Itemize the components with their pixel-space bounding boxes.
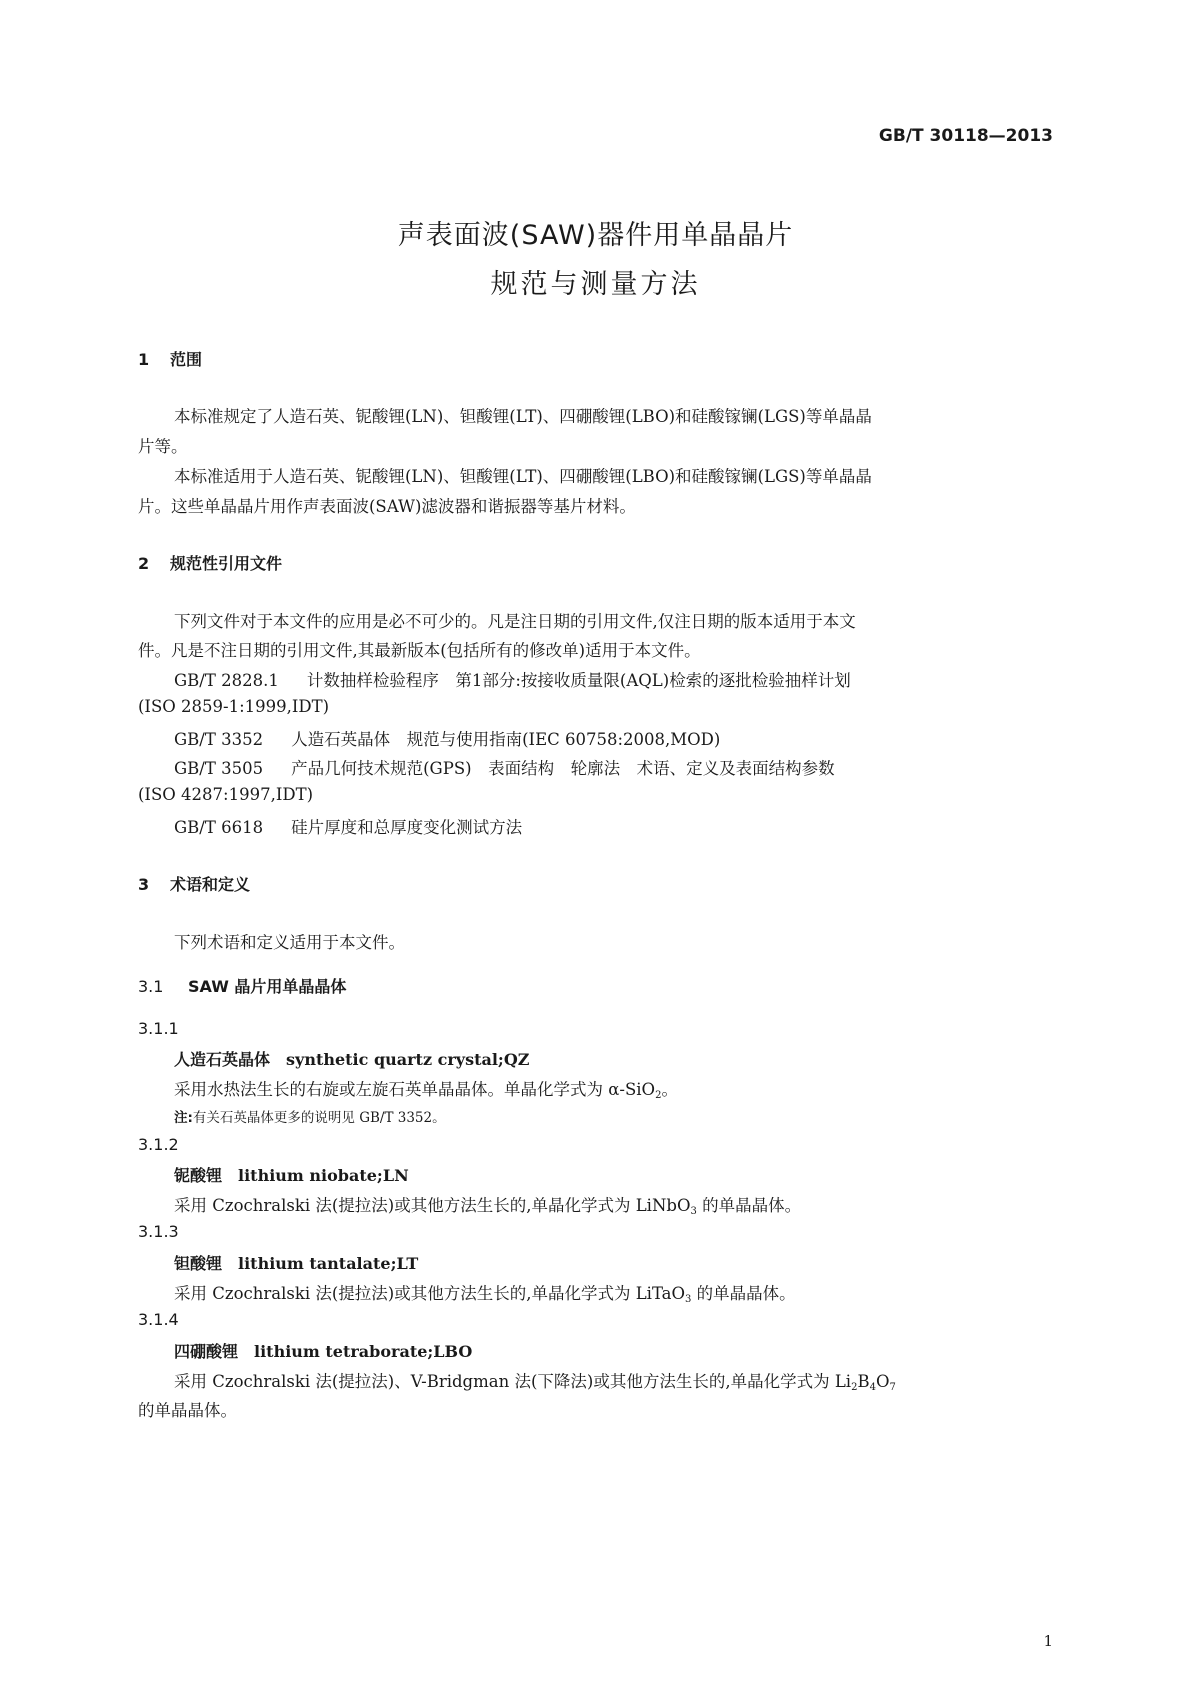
section-title: 术语和定义 xyxy=(170,875,251,894)
term-zh: 铌酸锂 xyxy=(174,1166,223,1185)
section-number: 1 xyxy=(138,350,150,369)
standard-code: GB/T 30118—2013 xyxy=(878,126,1053,146)
subscript: 3 xyxy=(685,1294,692,1305)
section-number: 3 xyxy=(138,875,150,894)
note-text: 有关石英晶体更多的说明见 GB/T 3352。 xyxy=(192,1110,446,1126)
definition-text: 。 xyxy=(661,1080,678,1099)
definition-text: 采用 Czochralski 法(提拉法)或其他方法生长的,单晶化学式为 LiTaO xyxy=(174,1284,686,1303)
reference-title: 硅片厚度和总厚度变化测试方法 xyxy=(291,818,523,837)
paragraph: 本标准适用于人造石英、铌酸锂(LN)、钽酸锂(LT)、四硼酸锂(LBO)和硅酸镓镧(LGS)等单晶晶 xyxy=(174,467,872,486)
term-note xyxy=(174,1106,446,1126)
subscript: 2 xyxy=(655,1090,662,1101)
term-entry xyxy=(174,1251,418,1274)
definition-text: 的单晶晶体。 xyxy=(691,1284,796,1303)
reference-item xyxy=(174,814,1094,838)
paragraph: 本标准规定了人造石英、铌酸锂(LN)、钽酸锂(LT)、四硼酸锂(LBO)和硅酸镓镧(LGS)等单晶晶 xyxy=(174,407,872,426)
paragraph: 下列文件对于本文件的应用是必不可少的。凡是注日期的引用文件,仅注日期的版本适用于本文 xyxy=(174,612,856,631)
section-3-heading xyxy=(138,872,250,895)
term-entry xyxy=(174,1339,472,1362)
term-entry xyxy=(174,1047,529,1070)
paragraph: 片。这些单晶晶片用作声表面波(SAW)滤波器和谐振器等基片材料。 xyxy=(138,497,636,516)
document-title-line2: 规范与测量方法 xyxy=(490,269,701,300)
definition-text: 的单晶晶体。 xyxy=(696,1196,802,1215)
term-definition xyxy=(174,1192,801,1217)
term-en: lithium niobate;LN xyxy=(238,1166,409,1185)
reference-title: 产品几何技术规范(GPS) 表面结构 轮廓法 术语、定义及表面结构参数 xyxy=(291,759,835,778)
subsection-title: SAW 晶片用单晶晶体 xyxy=(188,977,347,996)
definition-text: B xyxy=(857,1372,870,1391)
subsection-number: 3.1 xyxy=(138,977,164,996)
term-en: lithium tantalate;LT xyxy=(238,1254,419,1273)
term-zh: 钽酸锂 xyxy=(174,1254,223,1273)
section-2-heading xyxy=(138,551,282,574)
paragraph: 片等。 xyxy=(138,437,188,456)
reference-code: GB/T 2828.1 xyxy=(174,671,279,690)
reference-code: GB/T 6618 xyxy=(174,818,264,837)
subscript: 4 xyxy=(869,1382,876,1393)
term-number: 3.1.1 xyxy=(138,1019,179,1038)
reference-continuation: (ISO 4287:1997,IDT) xyxy=(138,785,314,804)
subsection-3-1-heading xyxy=(138,974,346,997)
note-label: 注: xyxy=(174,1110,193,1126)
term-entry xyxy=(174,1163,409,1186)
definition-text: 采用 Czochralski 法(提拉法)、V-Bridgman 法(下降法)或其他方法生长的,单晶化学式为 Li xyxy=(174,1372,852,1391)
term-zh: 人造石英晶体 xyxy=(174,1050,271,1069)
term-en: lithium tetraborate;LBO xyxy=(254,1342,473,1361)
term-definition xyxy=(174,1076,678,1101)
section-number: 2 xyxy=(138,554,150,573)
reference-item xyxy=(174,667,1094,691)
reference-continuation: (ISO 2859-1:1999,IDT) xyxy=(138,697,330,716)
subscript: 7 xyxy=(889,1382,896,1393)
definition-text: 采用水热法生长的右旋或左旋石英单晶晶体。单晶化学式为 α-SiO xyxy=(174,1080,656,1099)
page-number: 1 xyxy=(1043,1632,1053,1650)
section-title: 范围 xyxy=(170,350,203,369)
term-zh: 四硼酸锂 xyxy=(174,1342,239,1361)
term-number: 3.1.3 xyxy=(138,1222,179,1241)
reference-title: 计数抽样检验程序 第1部分:按接收质量限(AQL)检索的逐批检验抽样计划 xyxy=(306,671,851,690)
reference-item xyxy=(174,726,1094,750)
section-title: 规范性引用文件 xyxy=(170,554,283,573)
reference-item xyxy=(174,755,1094,779)
term-definition-continuation: 的单晶晶体。 xyxy=(138,1401,237,1420)
reference-title: 人造石英晶体 规范与使用指南(IEC 60758:2008,MOD) xyxy=(291,730,721,749)
paragraph: 件。凡是不注日期的引用文件,其最新版本(包括所有的修改单)适用于本文件。 xyxy=(138,641,701,660)
term-number: 3.1.2 xyxy=(138,1135,179,1154)
subscript: 3 xyxy=(690,1206,697,1217)
subscript: 2 xyxy=(851,1382,858,1393)
section-1-heading xyxy=(138,347,202,370)
document-title-line1: 声表面波(SAW)器件用单晶晶片 xyxy=(397,220,794,251)
term-number: 3.1.4 xyxy=(138,1310,179,1329)
definition-text: 采用 Czochralski 法(提拉法)或其他方法生长的,单晶化学式为 LiNbO xyxy=(174,1196,691,1215)
reference-code: GB/T 3352 xyxy=(174,730,264,749)
definition-text: O xyxy=(875,1372,890,1391)
reference-code: GB/T 3505 xyxy=(174,759,264,778)
term-en: synthetic quartz crystal;QZ xyxy=(286,1050,530,1069)
term-definition xyxy=(174,1368,896,1393)
term-definition xyxy=(174,1280,796,1305)
paragraph: 下列术语和定义适用于本文件。 xyxy=(174,933,405,952)
